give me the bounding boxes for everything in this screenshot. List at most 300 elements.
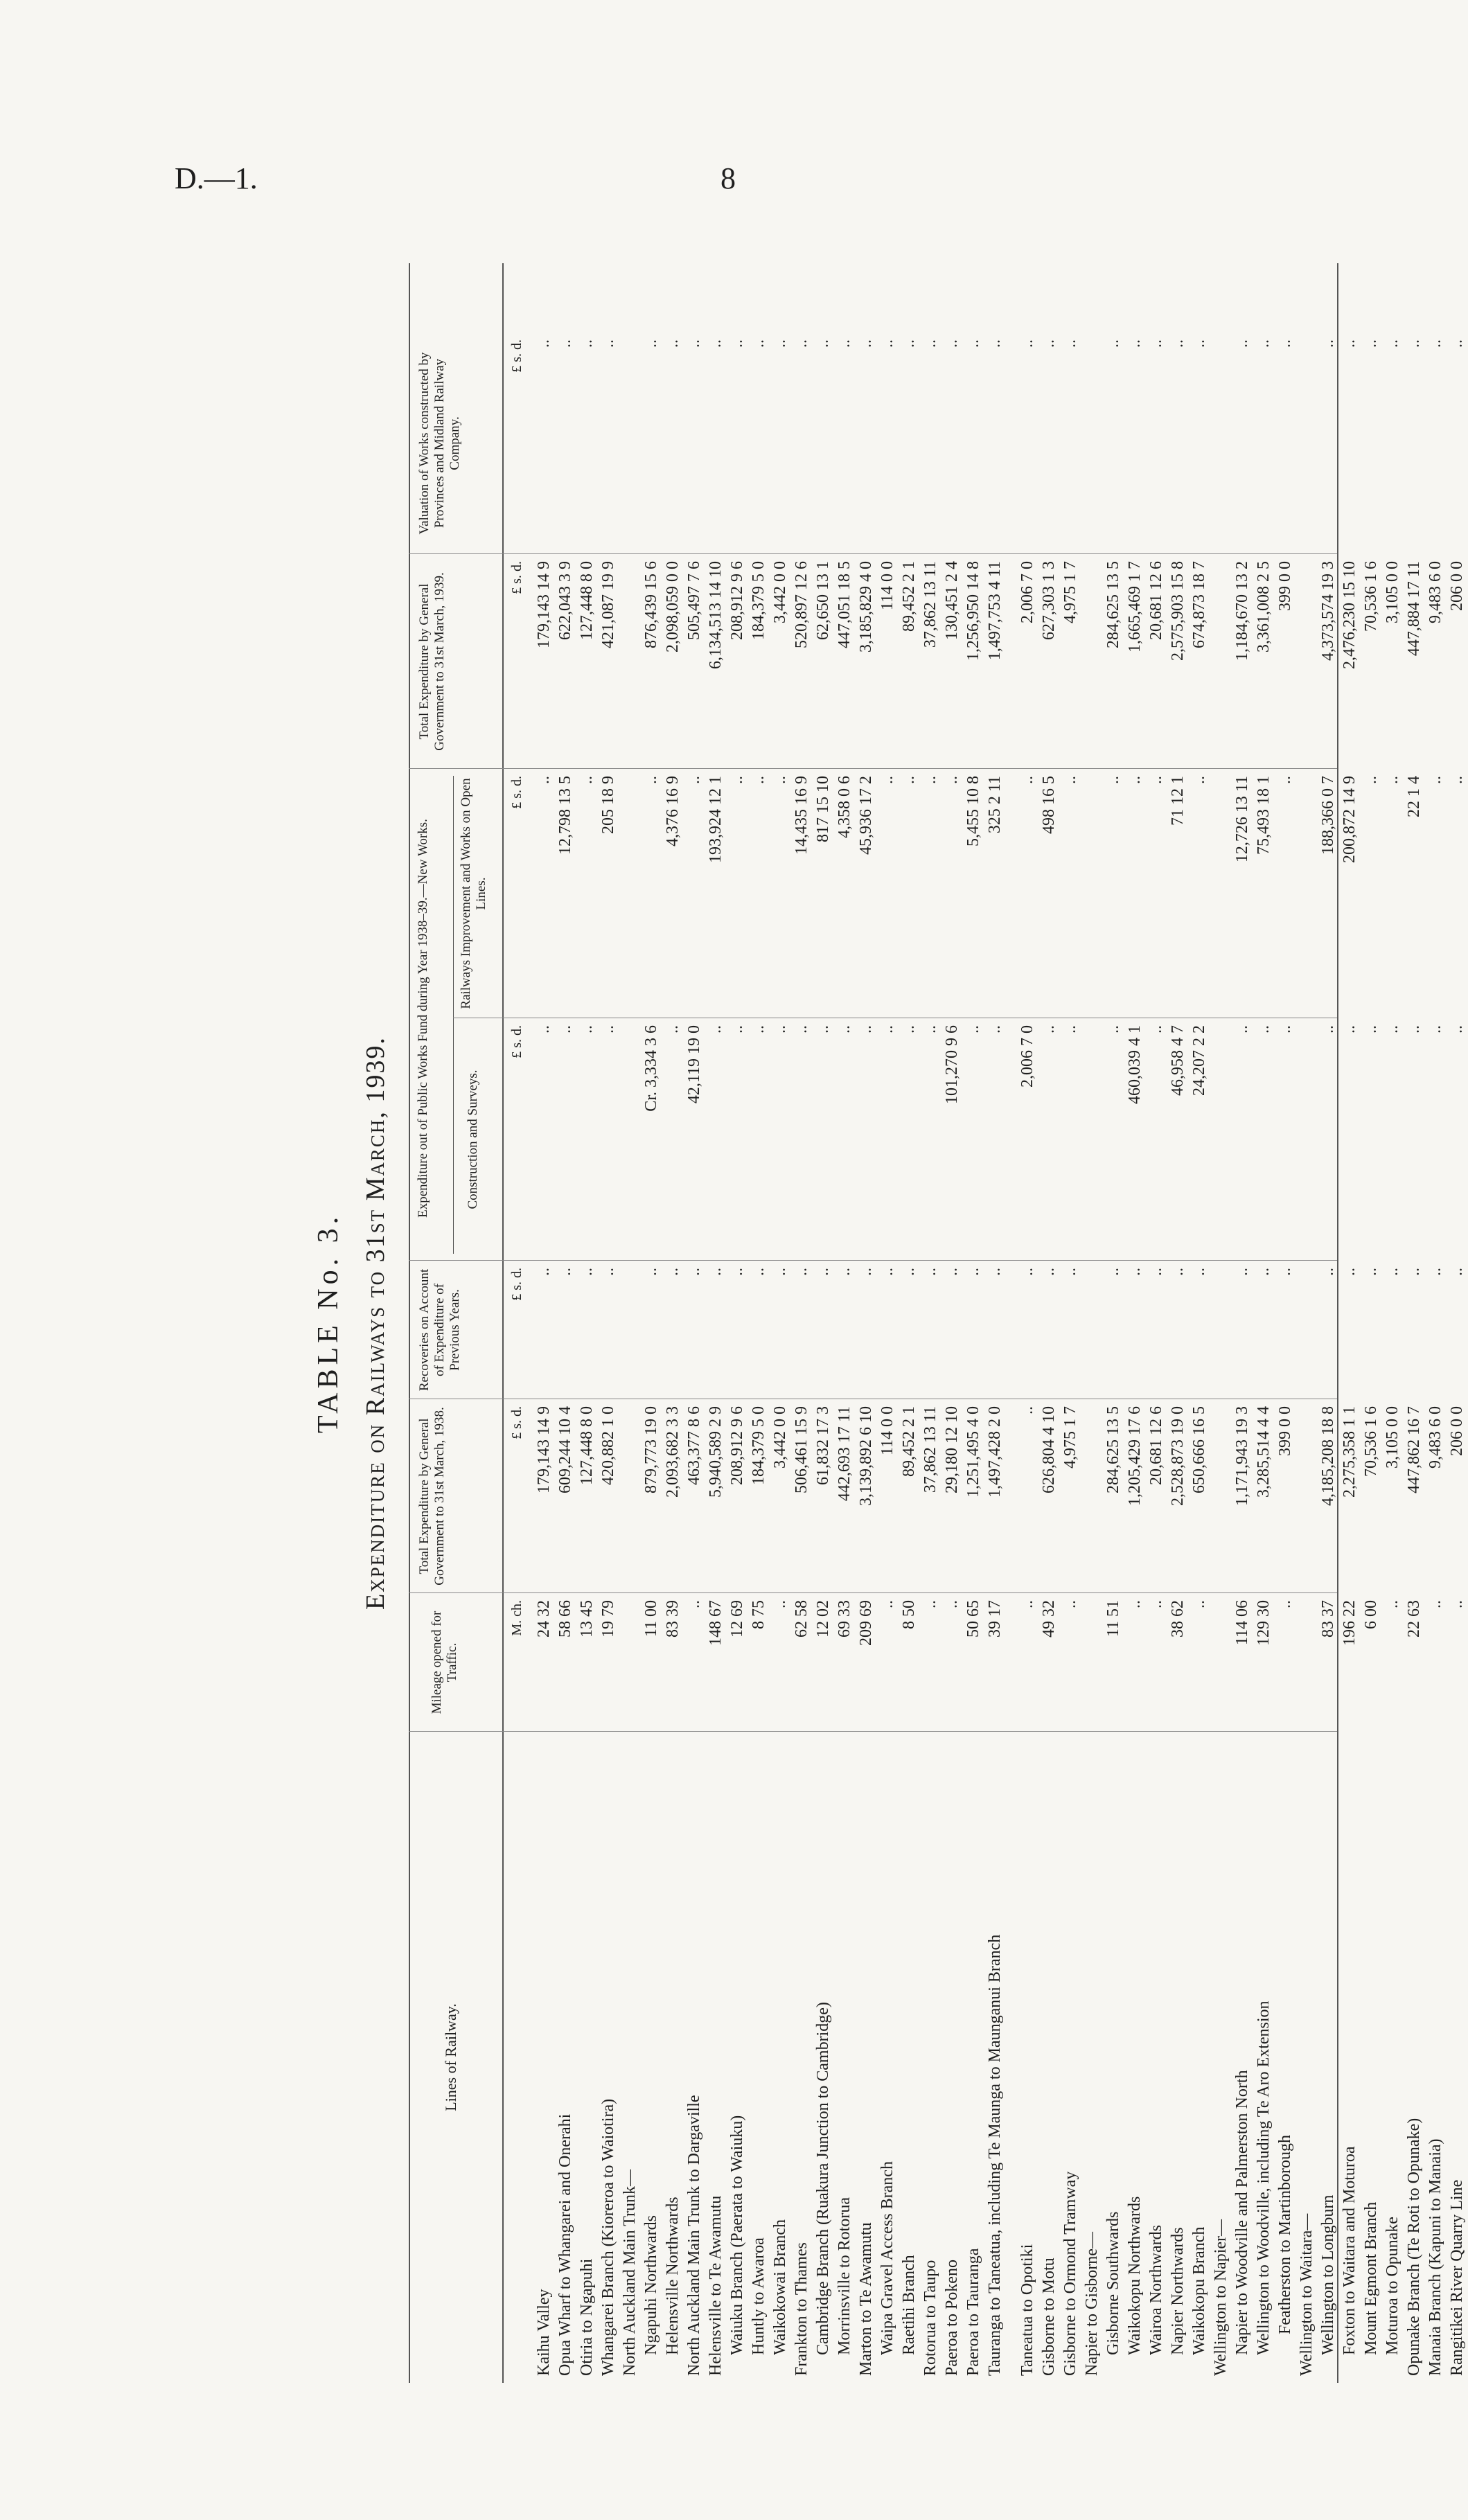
total-1938-cell: 2,275,358 1 1 xyxy=(1341,1406,1359,1498)
improvement-cell: .. xyxy=(900,776,918,784)
line-name-cell: Kaihu Valley xyxy=(535,2289,553,2376)
table-row xyxy=(727,263,748,2383)
line-name-cell: Manaia Branch (Kapuni to Manaia) xyxy=(1426,2138,1444,2376)
improvement-cell: .. xyxy=(535,776,553,784)
line-name-cell: Foxton to Waitara and Moturoa xyxy=(1341,2146,1359,2355)
table-row xyxy=(1081,263,1103,2383)
mileage-cell: .. xyxy=(771,1600,789,1608)
construction-cell: .. xyxy=(835,1025,854,1033)
total-1939-cell: 37,862 13 11 xyxy=(921,561,939,648)
mileage-cell: 11 51 xyxy=(1104,1600,1122,1638)
recoveries-cell: .. xyxy=(1362,1268,1380,1276)
table-row xyxy=(533,263,555,2383)
recoveries-cell: .. xyxy=(943,1268,961,1276)
header-improvement: Railways Improvement and Works on Open Lines. xyxy=(459,778,488,1009)
recoveries-cell: .. xyxy=(1018,1268,1036,1276)
mileage-cell: .. xyxy=(1190,1600,1208,1608)
improvement-cell: 12,798 13 5 xyxy=(556,776,574,855)
table-row xyxy=(1060,263,1081,2383)
line-name-cell: Waikokowai Branch xyxy=(771,2219,789,2355)
total-1938-cell: 20,681 12 6 xyxy=(1147,1406,1165,1485)
improvement-cell: 205 18 9 xyxy=(599,776,617,834)
construction-cell: .. xyxy=(535,1025,553,1033)
line-name-cell: Wellington to Longburn xyxy=(1319,2194,1337,2355)
line-name-cell: Napier to Woodville and Palmerston North xyxy=(1233,2070,1251,2355)
recoveries-cell: .. xyxy=(578,1268,596,1276)
line-name-cell: Gisborne to Motu xyxy=(1040,2257,1058,2376)
construction-cell: 46,958 4 7 xyxy=(1169,1025,1187,1096)
total-1939-cell: 284,625 13 5 xyxy=(1104,561,1122,648)
valuation-cell: .. xyxy=(664,339,682,348)
improvement-cell: 498 16 5 xyxy=(1040,776,1058,834)
recoveries-cell: .. xyxy=(1040,1268,1058,1276)
line-name-cell: Waiuku Branch (Paerata to Waiuku) xyxy=(728,2115,746,2355)
table-row xyxy=(1124,263,1146,2383)
table-row xyxy=(684,263,705,2383)
table-row xyxy=(791,263,813,2383)
recoveries-cell: .. xyxy=(750,1268,768,1276)
valuation-cell: .. xyxy=(707,339,725,348)
recoveries-cell: .. xyxy=(1255,1268,1273,1276)
line-name-cell: Frankton to Thames xyxy=(793,2242,811,2376)
valuation-cell: .. xyxy=(986,339,1004,348)
table-row xyxy=(1447,263,1468,2383)
total-1939-cell: 3,442 0 0 xyxy=(771,561,789,623)
header-top-rule xyxy=(409,263,410,2383)
mileage-cell: 6 00 xyxy=(1362,1600,1380,1629)
construction-cell: .. xyxy=(793,1025,811,1033)
total-1939-cell: 447,884 17 11 xyxy=(1405,561,1423,657)
table-row xyxy=(662,263,684,2383)
unit-money: £ s. d. xyxy=(509,776,524,809)
table-row xyxy=(920,263,941,2383)
recoveries-cell: .. xyxy=(642,1268,660,1276)
mileage-cell: 49 32 xyxy=(1040,1600,1058,1638)
mileage-cell: 58 66 xyxy=(556,1600,574,1638)
construction-cell: .. xyxy=(707,1025,725,1033)
total-1939-cell: 1,184,670 13 2 xyxy=(1233,561,1251,661)
unit-money: £ s. d. xyxy=(509,1268,524,1301)
construction-cell: 2,006 7 0 xyxy=(1018,1025,1036,1088)
total-1939-cell: 6,134,513 14 10 xyxy=(707,561,725,669)
total-1939-cell: 179,143 14 9 xyxy=(535,561,553,648)
table-row xyxy=(770,263,791,2383)
mileage-cell: 12 69 xyxy=(728,1600,746,1638)
recoveries-cell: .. xyxy=(878,1268,896,1276)
header-expenditure-group: Expenditure out of Public Works Fund during Year 1938–39.—New Works. xyxy=(416,819,430,1218)
construction-cell: .. xyxy=(964,1025,982,1033)
total-1938-cell: 127,448 8 0 xyxy=(578,1406,596,1485)
mileage-cell: 22 63 xyxy=(1405,1600,1423,1638)
total-1938-cell: 420,882 1 0 xyxy=(599,1406,617,1485)
table-bottom-rule xyxy=(1337,263,1338,2383)
total-1938-cell: 89,452 2 1 xyxy=(900,1406,918,1477)
table-row xyxy=(856,263,877,2383)
valuation-cell: .. xyxy=(1104,339,1122,348)
recoveries-cell: .. xyxy=(1341,1268,1359,1276)
table-row xyxy=(1339,263,1361,2383)
improvement-cell: 325 2 11 xyxy=(986,776,1004,834)
construction-cell: 42,119 19 0 xyxy=(685,1025,703,1104)
total-1939-cell: 447,051 18 5 xyxy=(835,561,854,648)
valuation-cell: .. xyxy=(750,339,768,348)
total-1939-cell: 1,256,950 14 8 xyxy=(964,561,982,661)
table-row xyxy=(1232,263,1253,2383)
improvement-cell: .. xyxy=(1061,776,1079,784)
table-row xyxy=(899,263,920,2383)
recoveries-cell: .. xyxy=(707,1268,725,1276)
total-1939-cell: 127,448 8 0 xyxy=(578,561,596,640)
table-row xyxy=(555,263,576,2383)
valuation-cell: .. xyxy=(1448,339,1466,348)
improvement-cell: 45,936 17 2 xyxy=(857,776,875,855)
line-name-cell: Waipa Gravel Access Branch xyxy=(878,2161,896,2355)
construction-cell: .. xyxy=(900,1025,918,1033)
improvement-cell: 71 12 1 xyxy=(1169,776,1187,826)
mileage-cell: 50 65 xyxy=(964,1600,982,1638)
valuation-cell: .. xyxy=(1319,339,1337,348)
mileage-cell: .. xyxy=(685,1600,703,1608)
valuation-cell: .. xyxy=(1018,339,1036,348)
line-name-cell: Taneatua to Opotiki xyxy=(1018,2244,1036,2376)
construction-cell: .. xyxy=(1319,1025,1337,1033)
table-row xyxy=(963,263,984,2383)
total-1938-cell: 2,093,682 3 3 xyxy=(664,1406,682,1498)
total-1939-cell: 130,451 2 4 xyxy=(943,561,961,640)
improvement-cell: .. xyxy=(1426,776,1444,784)
total-1938-cell: 114 0 0 xyxy=(878,1406,896,1456)
recoveries-cell: .. xyxy=(1233,1268,1251,1276)
improvement-cell: 4,358 0 6 xyxy=(835,776,854,838)
valuation-cell: .. xyxy=(943,339,961,348)
total-1938-cell: 2,528,873 19 0 xyxy=(1169,1406,1187,1506)
valuation-cell: .. xyxy=(964,339,982,348)
valuation-cell: .. xyxy=(535,339,553,348)
total-1939-cell: 1,497,753 4 11 xyxy=(986,561,1004,661)
table-row xyxy=(941,263,963,2383)
total-1939-cell: 674,873 18 7 xyxy=(1190,561,1208,648)
construction-cell: 101,270 9 6 xyxy=(943,1025,961,1104)
improvement-cell: .. xyxy=(728,776,746,784)
improvement-cell: .. xyxy=(771,776,789,784)
valuation-cell: .. xyxy=(1255,339,1273,348)
line-name-cell: Gisborne Southwards xyxy=(1104,2211,1122,2355)
total-1938-cell: 3,105 0 0 xyxy=(1383,1406,1401,1468)
total-1939-cell: 399 0 0 xyxy=(1276,561,1294,611)
total-1938-cell: 626,804 4 10 xyxy=(1040,1406,1058,1493)
header-recoveries: Recoveries on Account of Expenditure of Previous Years. xyxy=(417,1268,462,1392)
construction-cell: .. xyxy=(578,1025,596,1033)
improvement-cell: 188,366 0 7 xyxy=(1319,776,1337,855)
table-row xyxy=(1146,263,1167,2383)
line-name-cell: Cambridge Branch (Ruakura Junction to Cambridge) xyxy=(814,2002,832,2355)
table-row xyxy=(748,263,770,2383)
valuation-cell: .. xyxy=(1362,339,1380,348)
improvement-cell: .. xyxy=(1126,776,1144,784)
recoveries-cell: .. xyxy=(1126,1268,1144,1276)
construction-cell: .. xyxy=(1104,1025,1122,1033)
construction-cell: .. xyxy=(771,1025,789,1033)
total-1938-cell: 29,180 12 10 xyxy=(943,1406,961,1493)
total-1939-cell: 208,912 9 6 xyxy=(728,561,746,640)
line-name-cell: Ngapuhi Northwards xyxy=(642,2215,660,2355)
total-1938-cell: 208,912 9 6 xyxy=(728,1406,746,1485)
improvement-cell: .. xyxy=(921,776,939,784)
rotated-table xyxy=(305,263,1466,2383)
total-1938-cell: 4,975 1 7 xyxy=(1061,1406,1079,1468)
line-name-cell: Wellington to Woodville, including Te Aro Extension xyxy=(1255,2000,1273,2355)
mileage-cell: 209 69 xyxy=(857,1600,875,1646)
table-row xyxy=(1361,263,1382,2383)
total-1939-cell: 4,373,574 19 3 xyxy=(1319,561,1337,661)
recoveries-cell: .. xyxy=(685,1268,703,1276)
construction-cell: .. xyxy=(814,1025,832,1033)
line-name-cell: Helensville to Te Awamutu xyxy=(707,2195,725,2376)
line-name-cell: Rangitikei River Quarry Line xyxy=(1448,2179,1466,2376)
valuation-cell: .. xyxy=(814,339,832,348)
mileage-cell: 196 22 xyxy=(1341,1600,1359,1646)
mileage-cell: 83 39 xyxy=(664,1600,682,1638)
improvement-cell: .. xyxy=(578,776,596,784)
construction-cell: .. xyxy=(1448,1025,1466,1033)
mileage-cell: 19 79 xyxy=(599,1600,617,1638)
line-name-cell: Featherston to Martinborough xyxy=(1276,2135,1294,2334)
valuation-cell: .. xyxy=(878,339,896,348)
header-mileage: Mileage opened for Traffic. xyxy=(430,1611,459,1714)
total-1938-cell: .. xyxy=(1018,1406,1036,1414)
recoveries-cell: .. xyxy=(1061,1268,1079,1276)
table-row xyxy=(1103,263,1124,2383)
page-number: 8 xyxy=(720,161,736,195)
total-1938-cell: 463,377 8 6 xyxy=(685,1406,703,1485)
line-name-cell: Wellington to Napier— xyxy=(1212,2219,1230,2376)
total-1939-cell: 2,575,903 15 8 xyxy=(1169,561,1187,661)
mileage-cell: 114 06 xyxy=(1233,1600,1251,1646)
table-row xyxy=(598,263,619,2383)
construction-cell: .. xyxy=(728,1025,746,1033)
table-row xyxy=(1275,263,1296,2383)
construction-cell: .. xyxy=(986,1025,1004,1033)
mileage-cell: 62 58 xyxy=(793,1600,811,1638)
mileage-cell: 13 45 xyxy=(578,1600,596,1638)
mileage-cell: 12 02 xyxy=(814,1600,832,1638)
recoveries-cell: .. xyxy=(1276,1268,1294,1276)
header-bottom-rule xyxy=(502,263,504,2383)
table-row xyxy=(1017,263,1038,2383)
total-1939-cell: 876,439 15 6 xyxy=(642,561,660,648)
recoveries-cell: .. xyxy=(771,1268,789,1276)
construction-cell: .. xyxy=(1383,1025,1401,1033)
recoveries-cell: .. xyxy=(1190,1268,1208,1276)
valuation-cell: .. xyxy=(857,339,875,348)
header-total-1938: Total Expenditure by General Government to 31st March, 1938. xyxy=(417,1407,447,1586)
line-name-cell: Mount Egmont Branch xyxy=(1362,2201,1380,2355)
total-1938-cell: 179,143 14 9 xyxy=(535,1406,553,1493)
page-header xyxy=(0,0,1440,222)
line-name-cell: Paeroa to Pokeno xyxy=(943,2260,961,2376)
total-1938-cell: 206 0 0 xyxy=(1448,1406,1466,1456)
total-1939-cell: 3,105 0 0 xyxy=(1383,561,1401,623)
total-1938-cell: 61,832 17 3 xyxy=(814,1406,832,1485)
improvement-cell: 14,435 16 9 xyxy=(793,776,811,855)
mileage-cell: 129 30 xyxy=(1255,1600,1273,1646)
header-line: Lines of Railway. xyxy=(442,2003,459,2111)
line-name-cell: Helensville Northwards xyxy=(664,2197,682,2355)
total-1938-cell: 609,244 10 4 xyxy=(556,1406,574,1493)
improvement-cell: 5,455 10 8 xyxy=(964,776,982,846)
mileage-cell: .. xyxy=(1018,1600,1036,1608)
line-name-cell: North Auckland Main Trunk to Dargaville xyxy=(685,2095,703,2376)
construction-cell: .. xyxy=(1061,1025,1079,1033)
line-name-cell: Otiria to Ngapuhi xyxy=(578,2258,596,2376)
total-1939-cell: 421,087 19 9 xyxy=(599,561,617,648)
recoveries-cell: .. xyxy=(964,1268,982,1276)
line-name-cell: Waikokopu Branch xyxy=(1190,2226,1208,2355)
construction-cell: .. xyxy=(1040,1025,1058,1033)
total-1938-cell: 442,693 17 11 xyxy=(835,1406,854,1502)
line-name-cell: Tauranga to Taneatua, including Te Maunga to Maunganui Branch xyxy=(986,1934,1004,2376)
total-1939-cell: 3,361,008 2 5 xyxy=(1255,561,1273,653)
improvement-cell: .. xyxy=(943,776,961,784)
line-name-cell: Waikokopu Northwards xyxy=(1126,2196,1144,2355)
valuation-cell: .. xyxy=(1040,339,1058,348)
valuation-cell: .. xyxy=(1233,339,1251,348)
line-name-cell: Raetihi Branch xyxy=(900,2255,918,2355)
total-1939-cell: 2,006 7 0 xyxy=(1018,561,1036,623)
valuation-cell: .. xyxy=(1147,339,1165,348)
mileage-cell: .. xyxy=(1061,1600,1079,1608)
total-1939-cell: 89,452 2 1 xyxy=(900,561,918,632)
improvement-cell: .. xyxy=(1362,776,1380,784)
unit-mileage: M. ch. xyxy=(509,1600,524,1636)
line-name-cell: Marton to Te Awamutu xyxy=(857,2222,875,2376)
total-1938-cell: 1,251,495 4 0 xyxy=(964,1406,982,1498)
recoveries-cell: .. xyxy=(599,1268,617,1276)
improvement-cell: .. xyxy=(1190,776,1208,784)
recoveries-cell: .. xyxy=(1147,1268,1165,1276)
total-1938-cell: 447,862 16 7 xyxy=(1405,1406,1423,1493)
valuation-cell: .. xyxy=(900,339,918,348)
total-1938-cell: 1,205,429 17 6 xyxy=(1126,1406,1144,1506)
unit-money: £ s. d. xyxy=(509,339,524,373)
mileage-cell: 39 17 xyxy=(986,1600,1004,1638)
mileage-cell: 148 67 xyxy=(707,1600,725,1646)
total-1939-cell: 2,476,230 15 10 xyxy=(1341,561,1359,669)
header-construction: Construction and Surveys. xyxy=(466,1070,480,1209)
mileage-cell: .. xyxy=(943,1600,961,1608)
header-total-1939: Total Expenditure by General Government to 31st March, 1939. xyxy=(417,572,447,751)
total-1938-cell: 506,461 15 9 xyxy=(793,1406,811,1493)
total-1938-cell: 3,139,892 6 10 xyxy=(857,1406,875,1506)
construction-cell: .. xyxy=(1255,1025,1273,1033)
recoveries-cell: .. xyxy=(664,1268,682,1276)
improvement-cell: 4,376 16 9 xyxy=(664,776,682,846)
mileage-cell: 69 33 xyxy=(835,1600,854,1638)
construction-cell: .. xyxy=(664,1025,682,1033)
table-row xyxy=(1253,263,1275,2383)
table-row xyxy=(576,263,598,2383)
table-row xyxy=(1382,263,1404,2383)
unit-money: £ s. d. xyxy=(509,1025,524,1058)
table-row xyxy=(877,263,899,2383)
total-1939-cell: 627,303 1 3 xyxy=(1040,561,1058,640)
recoveries-cell: .. xyxy=(1383,1268,1401,1276)
total-1938-cell: 3,442 0 0 xyxy=(771,1406,789,1468)
valuation-cell: .. xyxy=(1126,339,1144,348)
table-row xyxy=(1167,263,1189,2383)
mileage-cell: 83 37 xyxy=(1319,1600,1337,1638)
mileage-cell: .. xyxy=(921,1600,939,1608)
construction-cell: .. xyxy=(878,1025,896,1033)
mileage-cell: 38 62 xyxy=(1169,1600,1187,1638)
recoveries-cell: .. xyxy=(535,1268,553,1276)
line-name-cell: Gisborne to Ormond Tramway xyxy=(1061,2171,1079,2376)
valuation-cell: .. xyxy=(1190,339,1208,348)
table-row xyxy=(705,263,727,2383)
valuation-cell: .. xyxy=(728,339,746,348)
mileage-cell: 24 32 xyxy=(535,1600,553,1638)
improvement-cell: 193,924 12 1 xyxy=(707,776,725,863)
line-name-cell: Opunake Branch (Te Roti to Opunake) xyxy=(1405,2118,1423,2376)
construction-cell: 460,039 4 1 xyxy=(1126,1025,1144,1104)
table-body xyxy=(533,263,1468,2383)
table-row xyxy=(813,263,834,2383)
recoveries-cell: .. xyxy=(1426,1268,1444,1276)
total-1939-cell: 184,379 5 0 xyxy=(750,561,768,640)
improvement-cell: .. xyxy=(750,776,768,784)
total-1938-cell: 1,171,943 19 3 xyxy=(1233,1406,1251,1506)
total-1939-cell: 70,536 1 6 xyxy=(1362,561,1380,632)
improvement-cell: .. xyxy=(1276,776,1294,784)
group-rule xyxy=(453,776,454,1254)
recoveries-cell: .. xyxy=(1405,1268,1423,1276)
valuation-cell: .. xyxy=(1276,339,1294,348)
total-1939-cell: 20,681 12 6 xyxy=(1147,561,1165,640)
recoveries-cell: .. xyxy=(1448,1268,1466,1276)
total-1939-cell: 2,098,059 0 0 xyxy=(664,561,682,653)
improvement-cell: 22 1 4 xyxy=(1405,776,1423,817)
total-1938-cell: 70,536 1 6 xyxy=(1362,1406,1380,1477)
table-row xyxy=(619,263,641,2383)
construction-cell: .. xyxy=(556,1025,574,1033)
header-valuation: Valuation of Works constructed by Provinces and Midland Railway Company. xyxy=(417,352,462,535)
total-1938-cell: 4,185,208 18 8 xyxy=(1319,1406,1337,1506)
construction-cell: .. xyxy=(750,1025,768,1033)
table-row xyxy=(641,263,662,2383)
improvement-cell: .. xyxy=(685,776,703,784)
construction-cell: .. xyxy=(1426,1025,1444,1033)
recoveries-cell: .. xyxy=(728,1268,746,1276)
line-name-cell: Paeroa to Tauranga xyxy=(964,2248,982,2376)
table-title: Expenditure on Railways to 31st March, 1939. xyxy=(361,1036,390,1610)
total-1939-cell: 62,650 13 1 xyxy=(814,561,832,640)
mileage-cell: .. xyxy=(1426,1600,1444,1608)
mileage-cell: .. xyxy=(1147,1600,1165,1608)
construction-cell: Cr. 3,334 3 6 xyxy=(642,1025,660,1112)
line-name-cell: Napier Northwards xyxy=(1169,2227,1187,2355)
mileage-cell: 11 00 xyxy=(642,1600,660,1638)
total-1938-cell: 9,483 6 0 xyxy=(1426,1406,1444,1468)
total-1938-cell: 37,862 13 11 xyxy=(921,1406,939,1493)
mileage-cell: .. xyxy=(1126,1600,1144,1608)
line-name-cell: Wairoa Northwards xyxy=(1147,2224,1165,2355)
total-1939-cell: 3,185,829 4 0 xyxy=(857,561,875,653)
total-1939-cell: 206 0 0 xyxy=(1448,561,1466,611)
valuation-cell: .. xyxy=(599,339,617,348)
recoveries-cell: .. xyxy=(1319,1268,1337,1276)
table-row xyxy=(1404,263,1425,2383)
valuation-cell: .. xyxy=(556,339,574,348)
